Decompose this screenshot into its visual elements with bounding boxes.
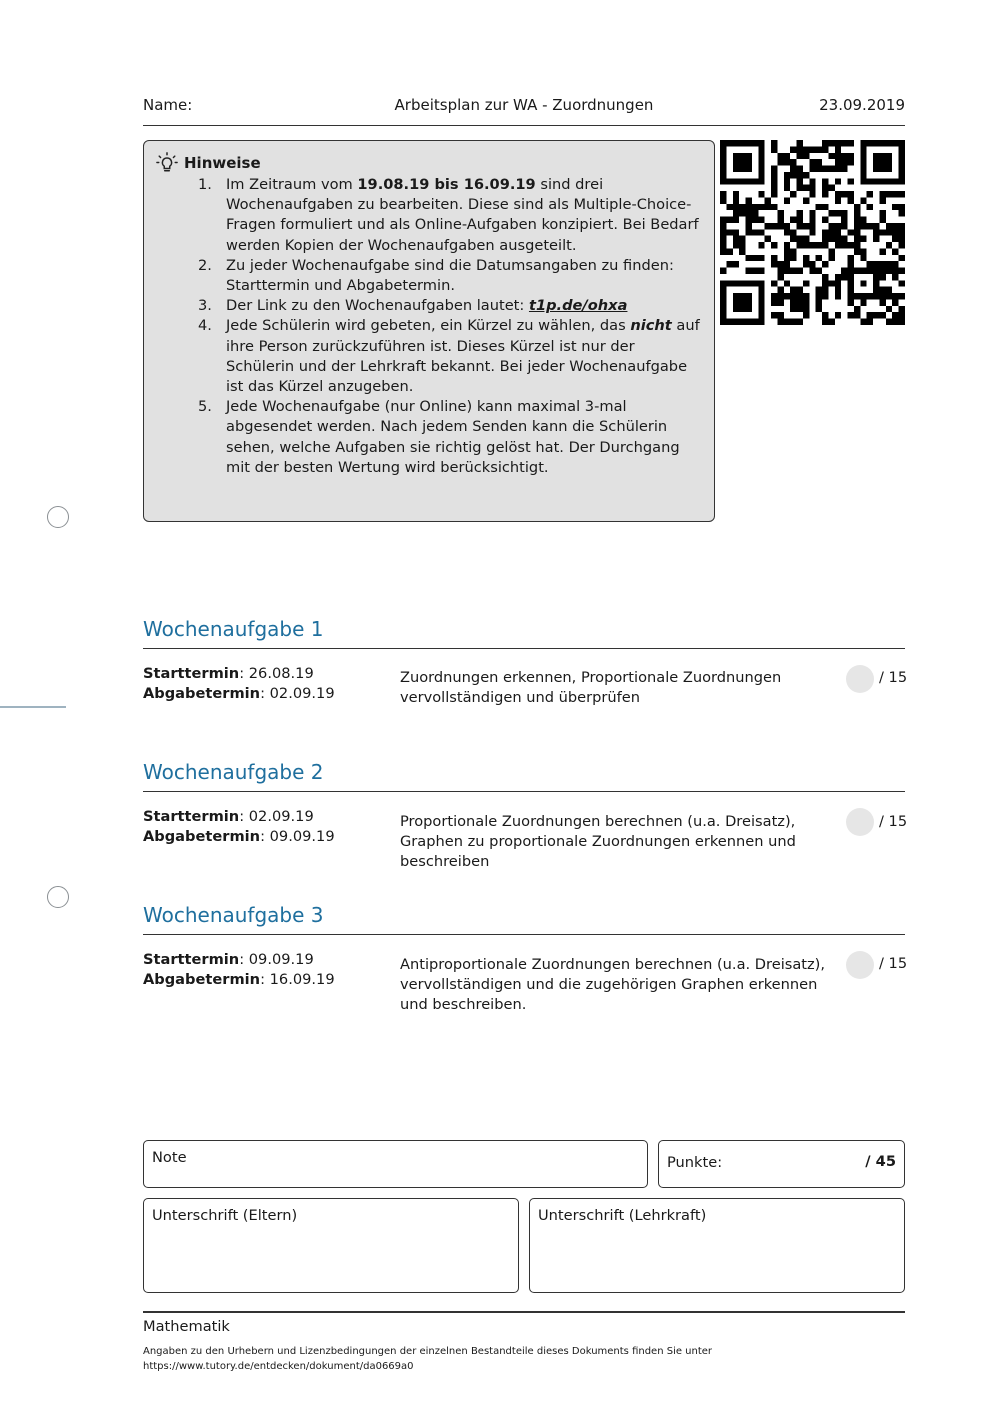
page-header	[143, 96, 905, 126]
grade-field[interactable]	[143, 1140, 648, 1188]
points-label: Punkte:	[667, 1154, 723, 1171]
task-2-score: / 15	[879, 813, 908, 830]
task-2-title: Wochenaufgabe 2	[143, 760, 905, 792]
tasks-link[interactable]: t1p.de/ohxa	[528, 297, 628, 315]
fold-mark	[0, 706, 66, 708]
task-2-dates: Starttermin: 02.09.19 Abgabetermin: 09.09.19	[143, 808, 335, 845]
punch-hole-mark	[47, 506, 69, 528]
punch-hole-mark	[47, 886, 69, 908]
signature-teacher-label: Unterschrift (Lehrkraft)	[538, 1207, 707, 1224]
document-date: 23.09.2019	[819, 96, 905, 114]
hints-box	[143, 140, 715, 522]
signature-parents-label: Unterschrift (Eltern)	[152, 1207, 298, 1224]
list-item: 4. Jede Schülerin wird gebeten, ein Kürzel zu wählen, das nicht auf ihre Person zurückzuführen ist. Dieses Kürzel ist nur der Schülerin und der Lehrkraft bekannt. Bei jeder Wochenaufgabe ist das Kürzel anzugeben.	[198, 317, 700, 396]
task-3-dates: Starttermin: 09.09.19 Abgabetermin: 16.09.19	[143, 951, 335, 988]
task-3-title: Wochenaufgabe 3	[143, 903, 905, 935]
grade-label: Note	[152, 1149, 187, 1166]
task-1-score: / 15	[879, 669, 908, 686]
name-label: Name:	[143, 96, 193, 114]
task-1-title: Wochenaufgabe 1	[143, 617, 905, 649]
task-1-score-field[interactable]	[846, 665, 874, 693]
task-3-score-field[interactable]	[846, 951, 874, 979]
points-field[interactable]	[658, 1140, 905, 1188]
task-3-description: Antiproportionale Zuordnungen berechnen (u.a. Dreisatz), vervollständigen und die zugehörigen Graphen erkennen und beschreiben.	[400, 956, 826, 1014]
list-item: 5. Jede Wochenaufgabe (nur Online) kann maximal 3-mal abgesendet werden. Nach jedem Senden kann die Schülerin sehen, welche Aufgaben sie richtig gelöst hat. Der Durchgang mit der besten Wertung wird berücksichtigt.	[198, 398, 680, 476]
signature-parents-field[interactable]	[143, 1198, 519, 1293]
footer-license: Angaben zu den Urhebern und Lizenzbedingungen der einzelnen Bestandteile dieses Dokuments finden Sie unter https://www.tutory.de/entdecken/dokument/da0669a0	[143, 1344, 843, 1374]
qr-code-icon[interactable]	[720, 140, 905, 325]
lightbulb-icon	[156, 152, 178, 174]
hints-heading-text: Hinweise	[184, 154, 261, 172]
task-3-score: / 15	[879, 955, 908, 972]
task-1-dates: Starttermin: 26.08.19 Abgabetermin: 02.09.19	[143, 665, 335, 702]
hints-list	[198, 175, 702, 478]
hints-heading	[156, 151, 702, 175]
footer-divider	[143, 1311, 905, 1313]
list-item: 1. Im Zeitraum vom 19.08.19 bis 16.09.19 sind drei Wochenaufgaben zu bearbeiten. Diese sind als Multiple-Choice-Fragen formuliert und als Online-Aufgaben konzipiert. Bei Bedarf werden Kopien der Wochenaufgaben ausgeteilt.	[198, 176, 699, 254]
task-1-description: Zuordnungen erkennen, Proportionale Zuordnungen vervollständigen und überprüfen	[400, 669, 782, 707]
task-2-score-field[interactable]	[846, 808, 874, 836]
document-title: Arbeitsplan zur WA - Zuordnungen	[394, 96, 654, 114]
license-link[interactable]: https://www.tutory.de/entdecken/dokument/da0669a0	[143, 1361, 414, 1372]
points-total: / 45	[865, 1153, 896, 1170]
list-item: 2. Zu jeder Wochenaufgabe sind die Datumsangaben zu finden: Starttermin und Abgabetermin.	[198, 256, 674, 295]
task-2-description: Proportionale Zuordnungen berechnen (u.a. Dreisatz), Graphen zu proportionale Zuordnungen erkennen und beschreiben	[400, 813, 796, 871]
list-item: 3. Der Link zu den Wochenaufgaben lautet: t1p.de/ohxa	[198, 297, 628, 315]
footer-subject: Mathematik	[143, 1318, 230, 1335]
signature-teacher-field[interactable]	[529, 1198, 905, 1293]
